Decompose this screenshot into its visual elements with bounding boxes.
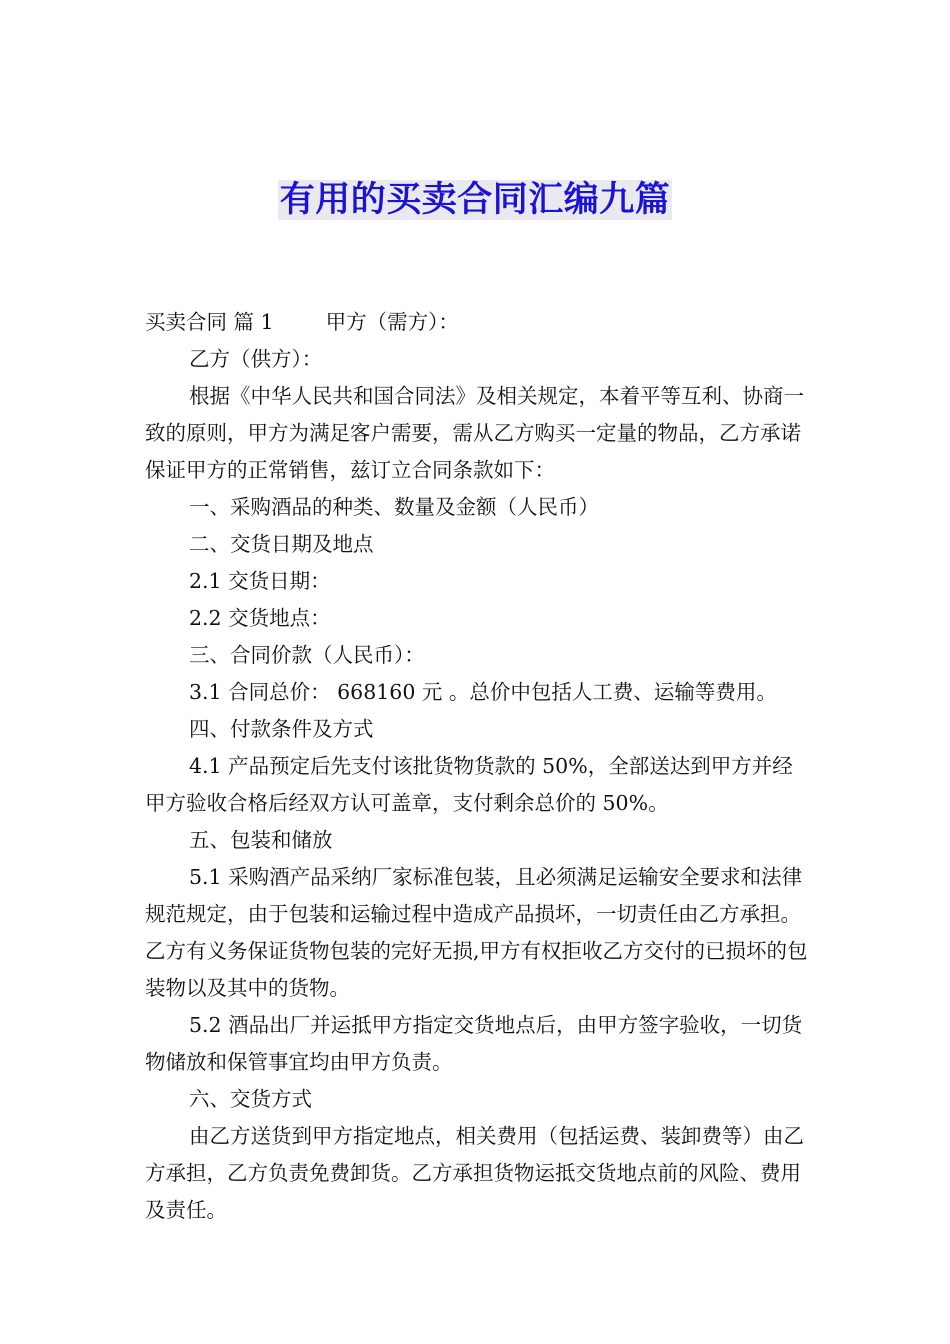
clause-2-2: 2.2 交货地点：: [189, 606, 331, 630]
paragraph-preamble: 根据《中华人民共和国合同法》及相关规定，本着平等互利、协商一致的原则，甲方为满足客户需要，需从乙方购买一定量的物品，乙方承诺保证甲方的正常销售，兹订立合同条款如下：: [145, 384, 804, 482]
section-heading-1: 一、采购酒品的种类、数量及金额（人民币）: [189, 495, 599, 519]
clause-5-2: 5.2 酒品出厂并运抵甲方指定交货地点后，由甲方签字验收，一切货物储放和保管事宜均由甲方负责。: [145, 1013, 803, 1074]
clause-5-1: 5.1 采购酒产品采纳厂家标准包装，且必须满足运输安全要求和法律规范规定，由于包装和运输过程中造成产品损坏，一切责任由乙方承担。乙方有义务保证货物包装的完好无损,甲方有权拒收乙方交付的已损坏的包装物以及其中的货物。: [145, 865, 808, 1000]
document-title: [0, 176, 950, 224]
document-title-text: 有用的买卖合同汇编九篇: [279, 180, 671, 220]
section-heading-4: 四、付款条件及方式: [189, 717, 374, 741]
party-a-label: 甲方（需方）：: [325, 310, 459, 334]
section-heading-2: 二、交货日期及地点: [189, 532, 374, 556]
paragraph-party-b: 乙方（供方）：: [189, 347, 323, 371]
section-heading-3: 三、合同价款（人民币）：: [189, 643, 425, 667]
clause-2-1: 2.1 交货日期：: [189, 569, 331, 593]
section-heading-6: 六、交货方式: [189, 1087, 312, 1111]
article-label: 买卖合同 篇 1: [145, 310, 274, 334]
clause-4-1: 4.1 产品预定后先支付该批货物货款的 50%，全部送达到甲方并经甲方验收合格后经双方认可盖章，支付剩余总价的 50%。: [145, 754, 793, 815]
section-heading-5: 五、包装和储放: [189, 828, 333, 852]
document-body: [145, 304, 811, 1229]
clause-6-body: 由乙方送货到甲方指定地点，相关费用（包括运费、装卸费等）由乙方承担，乙方负责免费卸货。乙方承担货物运抵交货地点前的风险、费用及责任。: [145, 1124, 804, 1222]
paragraph-heading-party-a: [145, 304, 811, 341]
clause-3-1: 3.1 合同总价： 668160 元 。总价中包括人工费、运输等费用。: [189, 680, 777, 704]
